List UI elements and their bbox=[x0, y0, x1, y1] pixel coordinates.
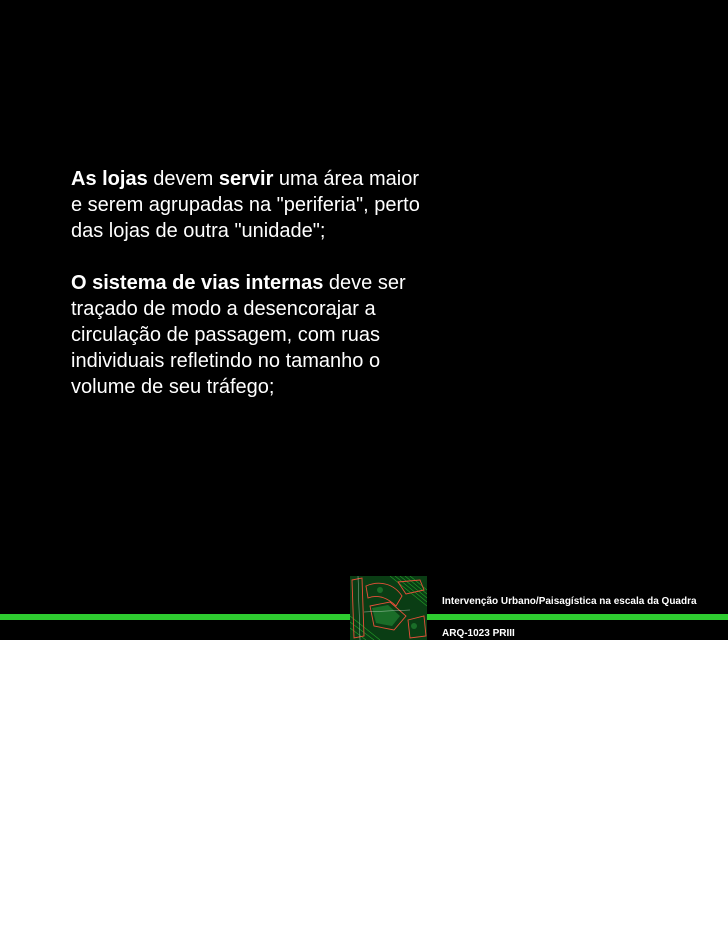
text-segment: uma área maior e serem agrupadas na "periferia", perto das lojas de outra "unidade"; bbox=[71, 168, 420, 242]
paragraph-lojas bbox=[71, 166, 431, 244]
site-plan-thumbnail bbox=[350, 576, 427, 640]
footer-course-code: ARQ-1023 PRIII bbox=[442, 628, 515, 639]
emphasis-servir: servir bbox=[218, 168, 274, 190]
paragraph-vias bbox=[71, 270, 431, 400]
site-plan-drawing bbox=[350, 576, 427, 640]
footer-title: Intervenção Urbano/Paisagística na escala da Quadra bbox=[442, 596, 697, 607]
text-segment: deve ser traçado de modo a desencorajar a circulação de passagem, com ruas individuais refletindo no tamanho o volume de seu tráfego; bbox=[71, 272, 406, 398]
emphasis-as-lojas: As lojas bbox=[71, 168, 148, 190]
slide-body bbox=[71, 166, 431, 400]
emphasis-sistema-vias: O sistema de vias internas bbox=[71, 272, 324, 294]
text-segment: devem bbox=[147, 168, 219, 190]
